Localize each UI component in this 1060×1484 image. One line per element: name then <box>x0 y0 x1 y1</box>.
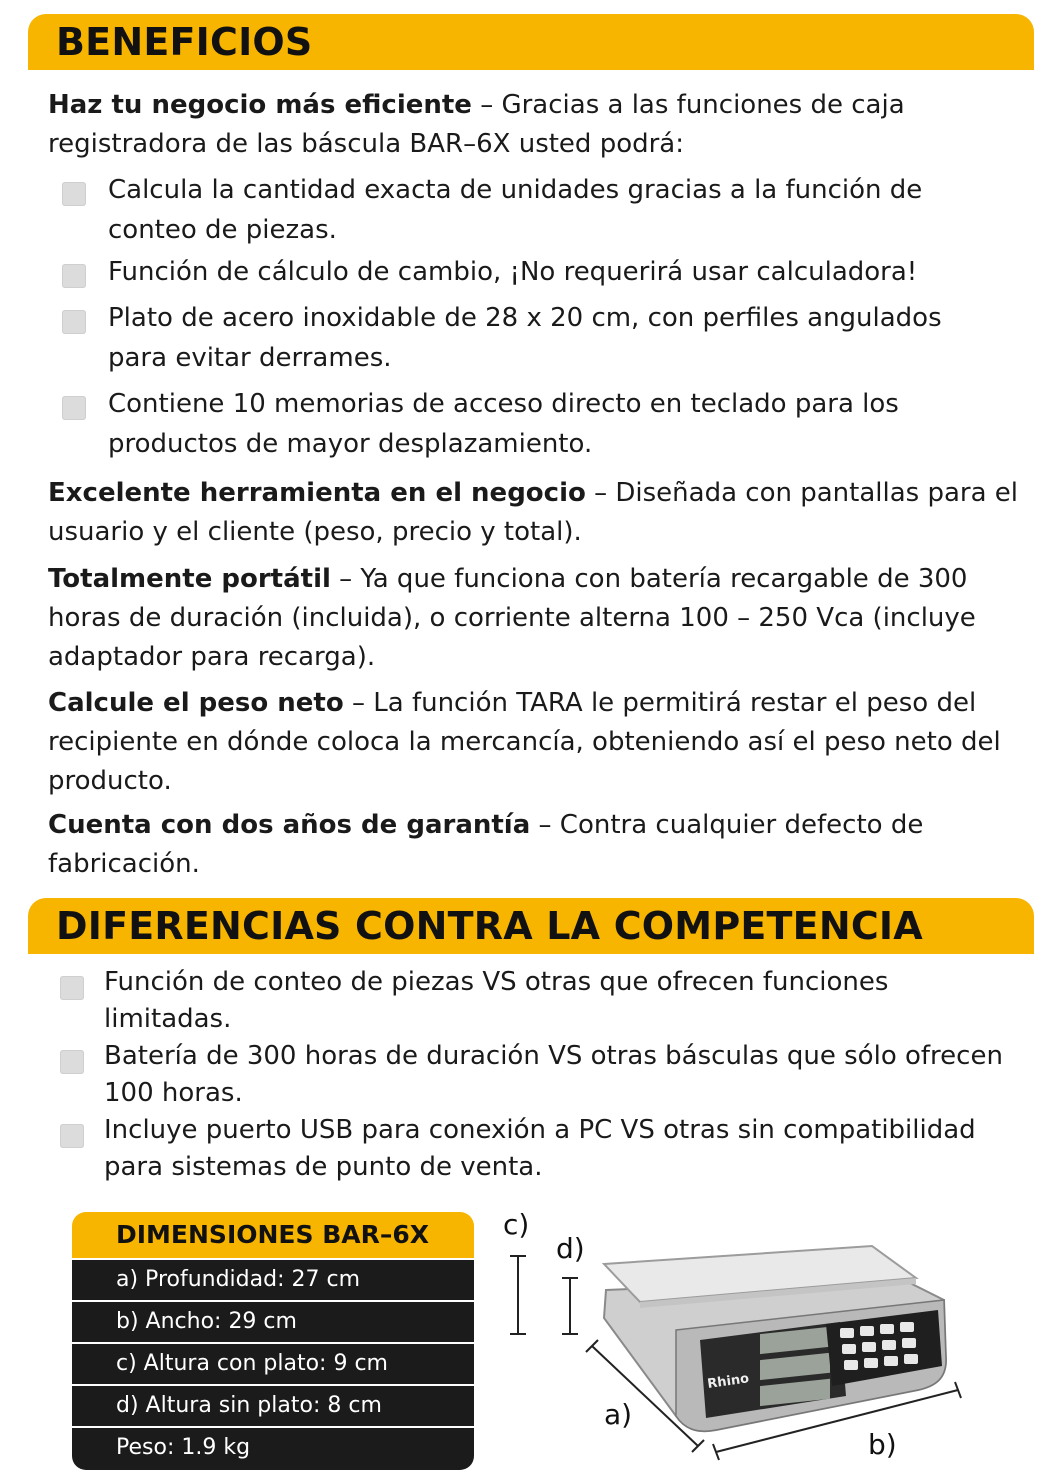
paragraph-lead: Cuenta con dos años de garantía <box>48 810 531 840</box>
list-item: Calcula la cantidad exacta de unidades gracias a la función de conteo de piezas. <box>60 170 990 250</box>
table-row: a) Profundidad: 27 cm <box>72 1260 474 1300</box>
dimensions-table-title: DIMENSIONES BAR–6X <box>72 1212 474 1258</box>
table-row: d) Altura sin plato: 8 cm <box>72 1386 474 1426</box>
paragraph-text: – Diseñada con pantallas para el usuario y el cliente (peso, precio y total). <box>48 478 1019 547</box>
section-title-beneficios: BENEFICIOS <box>56 20 313 64</box>
dimension-label-a: a) <box>604 1398 633 1431</box>
list-item: Función de cálculo de cambio, ¡No requerirá usar calculadora! <box>60 252 990 292</box>
paragraph-text: – La función TARA le permitirá restar el peso del recipiente en dónde coloca la mercancía, obteniendo así el peso neto del producto. <box>48 688 1001 796</box>
list-item: Plato de acero inoxidable de 28 x 20 cm, con perfiles angulados para evitar derrames. <box>60 298 990 378</box>
list-item: Función de conteo de piezas VS otras que ofrecen funciones limitadas. <box>58 964 1018 1038</box>
list-item: Incluye puerto USB para conexión a PC VS otras sin compatibilidad para sistemas de punto de venta. <box>58 1112 1018 1186</box>
list-item: Contiene 10 memorias de acceso directo en teclado para los productos de mayor desplazamiento. <box>60 384 990 464</box>
table-row: Peso: 1.9 kg <box>72 1428 474 1470</box>
height-markers <box>510 1256 578 1334</box>
section-title-competencia: DIFERENCIAS CONTRA LA COMPETENCIA <box>56 904 923 948</box>
table-row: c) Altura con plato: 9 cm <box>72 1344 474 1384</box>
paragraph-lead: Totalmente portátil <box>48 564 331 594</box>
table-row: b) Ancho: 29 cm <box>72 1302 474 1342</box>
scale-body <box>604 1246 946 1431</box>
paragraph-text: – Gracias a las funciones de caja registradora de las báscula BAR–6X usted podrá: <box>48 90 905 159</box>
brand-logo: Rhino <box>706 1371 751 1392</box>
paragraph-text: – Contra cualquier defecto de fabricación. <box>48 810 924 879</box>
dimension-label-d: d) <box>556 1232 585 1265</box>
paragraph-lead: Calcule el peso neto <box>48 688 344 718</box>
paragraph-text: – Ya que funciona con batería recargable de 300 horas de duración (incluida), o corriente alterna 100 – 250 Vca (incluye adaptador para recarga). <box>48 564 976 672</box>
list-item: Batería de 300 horas de duración VS otras básculas que sólo ofrecen 100 horas. <box>58 1038 1018 1112</box>
dimension-label-c: c) <box>503 1208 530 1241</box>
dimension-label-b: b) <box>868 1428 897 1461</box>
paragraph-lead: Excelente herramienta en el negocio <box>48 478 586 508</box>
paragraph-lead: Haz tu negocio más eficiente <box>48 90 472 120</box>
